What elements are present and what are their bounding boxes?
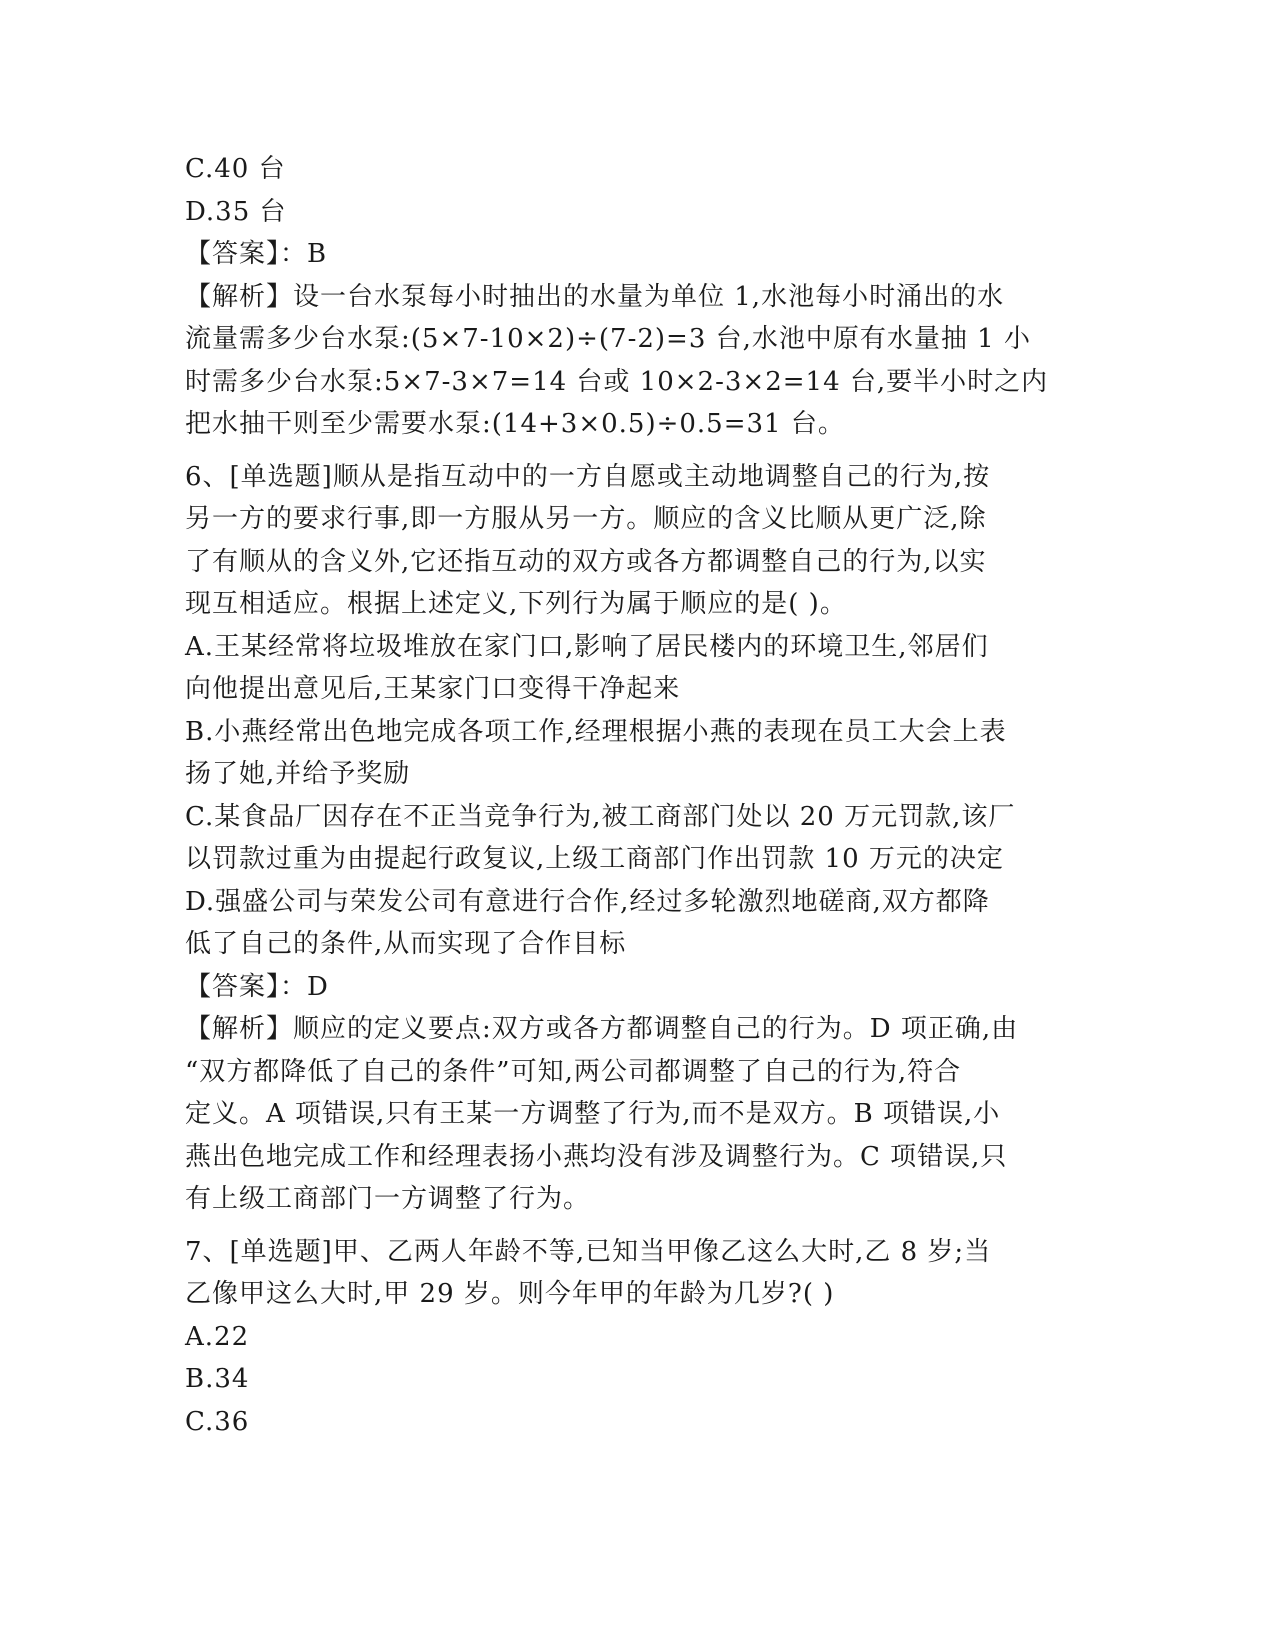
q6-stem	[185, 456, 1085, 626]
q6-stem-line: 了有顺从的含义外,它还指互动的双方或各方都调整自己的行为,以实	[185, 546, 987, 577]
q6-stem-line: 6、[单选题]顺从是指互动中的一方自愿或主动地调整自己的行为,按	[185, 461, 991, 492]
q7-option-b: B.34	[185, 1364, 250, 1394]
spacer	[185, 1221, 1085, 1231]
q6-stem-line: 另一方的要求行事,即一方服从另一方。顺应的含义比顺从更广泛,除	[185, 504, 987, 534]
q6-option-d-line: 低了自己的条件,从而实现了合作目标	[185, 929, 627, 959]
q6-analysis-line: 定义。A 项错误,只有王某一方调整了行为,而不是双方。B 项错误,小	[185, 1099, 1001, 1129]
document-content	[185, 148, 1085, 1443]
q6-option-a-line: A.王某经常将垃圾堆放在家门口,影响了居民楼内的环境卫生,邻居们	[185, 631, 989, 662]
q6-option-c-line: 以罚款过重为由提起行政复议,上级工商部门作出罚款 10 万元的决定	[185, 844, 1004, 874]
q6-option-b-line: 扬了她,并给予奖励	[185, 759, 411, 789]
q5-analysis	[185, 276, 1085, 446]
q6-option-b-line: B.小燕经常出色地完成各项工作,经理根据小燕的表现在员工大会上表	[185, 716, 1007, 747]
spacer	[185, 446, 1085, 456]
q5-analysis-line: 把水抽干则至少需要水泵:(14+3×0.5)÷0.5=31 台。	[185, 409, 845, 439]
q5-analysis-line: 时需多少台水泵:5×7-3×7=14 台或 10×2-3×2=14 台,要半小时之内	[185, 366, 1049, 397]
q5-analysis-line: 流量需多少台水泵:(5×7-10×2)÷(7-2)=3 台,水池中原有水量抽 1 小	[185, 324, 1031, 354]
q6-option-a-line: 向他提出意见后,王某家门口变得干净起来	[185, 674, 681, 704]
q6-option-d	[185, 881, 1085, 966]
q7-stem-line: 7、[单选题]甲、乙两人年龄不等,已知当甲像乙这么大时,乙 8 岁;当	[185, 1236, 992, 1267]
q7-stem	[185, 1231, 1085, 1316]
q7-stem-line: 乙像甲这么大时,甲 29 岁。则今年甲的年龄为几岁?( )	[185, 1279, 835, 1309]
q6-stem-line: 现互相适应。根据上述定义,下列行为属于顺应的是( )。	[185, 589, 847, 619]
q6-answer: 【答案】：D	[185, 971, 329, 1002]
q6-analysis	[185, 1008, 1085, 1221]
q6-option-c	[185, 796, 1085, 881]
q6-analysis-line: “双方都降低了自己的条件”可知,两公司都调整了自己的行为,符合	[185, 1056, 962, 1087]
q6-analysis-line: 燕出色地完成工作和经理表扬小燕均没有涉及调整行为。C 项错误,只	[185, 1141, 1008, 1172]
q7-option-a: A.22	[185, 1321, 250, 1352]
q5-option-d: D.35 台	[185, 196, 287, 227]
q6-analysis-line: 【解析】顺应的定义要点:双方或各方都调整自己的行为。D 项正确,由	[185, 1014, 1019, 1044]
q6-analysis-line: 有上级工商部门一方调整了行为。	[185, 1184, 591, 1214]
q5-option-c: C.40 台	[185, 154, 286, 184]
q6-option-d-line: D.强盛公司与荣发公司有意进行合作,经过多轮激烈地磋商,双方都降	[185, 886, 990, 917]
q6-option-a	[185, 626, 1085, 711]
q6-option-b	[185, 711, 1085, 796]
q5-answer: 【答案】：B	[185, 239, 328, 269]
q6-option-c-line: C.某食品厂因存在不正当竞争行为,被工商部门处以 20 万元罚款,该厂	[185, 801, 1016, 832]
q7-option-c: C.36	[185, 1406, 250, 1437]
q5-analysis-line: 【解析】设一台水泵每小时抽出的水量为单位 1,水池每小时涌出的水	[185, 281, 1005, 312]
